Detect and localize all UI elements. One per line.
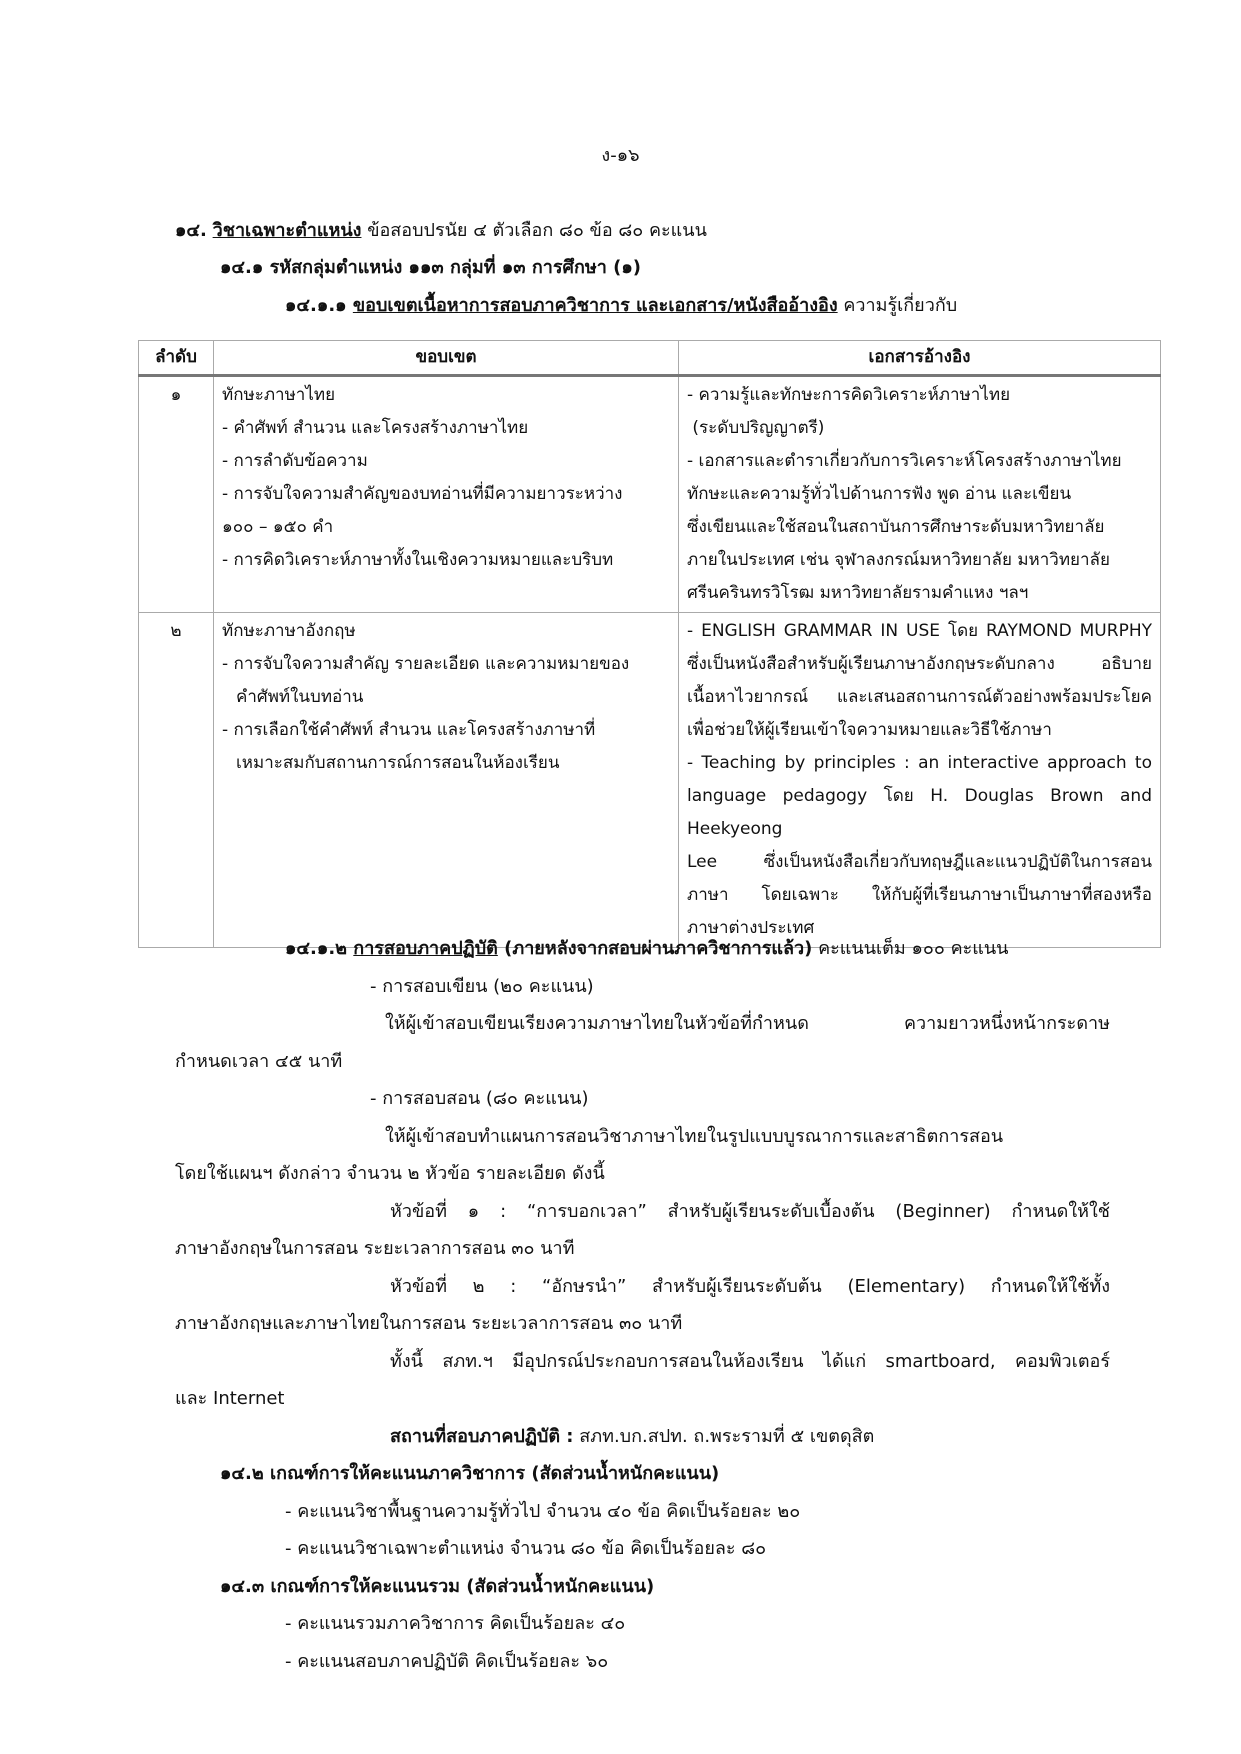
criteria-item: - คะแนนวิชาพื้นฐานความรู้ทั่วไป จำนวน ๔๐ ข้อ คิดเป็นร้อยละ ๒๐: [285, 1500, 801, 1522]
page-number: ง-๑๖: [601, 145, 640, 166]
scope-line: ทักษะภาษาไทย: [222, 385, 336, 405]
reference-line: language pedagogy โดย H. Douglas Brown and Heekyeong: [687, 786, 1152, 839]
teaching-exam-label: - การสอบสอน (๘๐ คะแนน): [370, 1088, 589, 1109]
scope-table: [138, 340, 1161, 948]
equipment-note-cont: และ Internet: [175, 1388, 285, 1409]
equipment-note: ทั้งนี้ สภท.ฯ มีอุปกรณ์ประกอบการสอนในห้องเรียน ได้แก่ smartboard, คอมพิวเตอร์: [390, 1350, 1110, 1372]
venue-label: สถานที่สอบภาคปฏิบัติ :: [390, 1425, 574, 1447]
table-row: [139, 376, 1161, 613]
criteria-item: - คะแนนรวมภาควิชาการ คิดเป็นร้อยละ ๔๐: [285, 1613, 626, 1634]
scope-line: ๑๐๐ – ๑๕๐ คำ: [222, 517, 334, 537]
topic-2-cont: ภาษาอังกฤษและภาษาไทยในการสอน ระยะเวลาการสอน ๓๐ นาที: [175, 1313, 683, 1334]
scope-line: - คำศัพท์ สำนวน และโครงสร้างภาษาไทย: [222, 418, 529, 438]
reference-line: ภาษา โดยเฉพาะ ให้กับผู้ที่เรียนภาษาเป็นภาษาที่สองหรือ: [687, 885, 1152, 905]
section-14-2-heading: ๑๔.๒ เกณฑ์การให้คะแนนภาควิชาการ (สัดส่วนน้ำหนักคะแนน): [220, 1463, 720, 1484]
header-references: เอกสารอ้างอิง: [679, 341, 1161, 376]
scope-line: ทักษะภาษาอังกฤษ: [222, 621, 356, 641]
criteria-item: - คะแนนสอบภาคปฏิบัติ คิดเป็นร้อยละ ๖๐: [285, 1650, 609, 1672]
scope-line: เหมาะสมกับสถานการณ์การสอนในห้องเรียน: [236, 753, 560, 773]
section-title: ขอบเขตเนื้อหาการสอบภาควิชาการ และเอกสาร/หนังสืออ้างอิง: [352, 295, 838, 316]
row-number: ๒: [139, 613, 214, 948]
section-number: ๑๔.: [175, 220, 207, 241]
references-cell: [679, 613, 1161, 948]
section-14-3-heading: ๑๔.๓ เกณฑ์การให้คะแนนรวม (สัดส่วนน้ำหนักคะแนน): [220, 1575, 655, 1597]
scope-line: - การเลือกใช้คำศัพท์ สำนวน และโครงสร้างภาษาที่: [222, 720, 596, 740]
scope-line: - การจับใจความสำคัญของบทอ่านที่มีความยาวระหว่าง: [222, 484, 623, 504]
scope-line: คำศัพท์ในบทอ่าน: [236, 687, 364, 707]
full-score: คะแนนเต็ม ๑๐๐ คะแนน: [812, 938, 1009, 959]
reference-line: - เอกสารและตำราเกี่ยวกับการวิเคราะห์โครงสร้างภาษาไทย: [687, 451, 1122, 471]
teaching-exam-desc-cont: โดยใช้แผนฯ ดังกล่าว จำนวน ๒ หัวข้อ รายละเอียด ดังนี้: [175, 1163, 605, 1184]
reference-line: ซึ่งเป็นหนังสือสำหรับผู้เรียนภาษาอังกฤษระดับกลาง อธิบาย: [687, 654, 1152, 674]
section-14-1-heading: ๑๔.๑ รหัสกลุ่มตำแหน่ง ๑๑๓ กลุ่มที่ ๑๓ การศึกษา (๑): [220, 257, 641, 278]
reference-line: ภาษาต่างประเทศ: [687, 918, 815, 938]
reference-line: เนื้อหาไวยากรณ์ และเสนอสถานการณ์ตัวอย่างพร้อมประโยค: [687, 687, 1152, 707]
topic-1: หัวข้อที่ ๑ : “การบอกเวลา” สำหรับผู้เรียนระดับเบื้องต้น (Beginner) กำหนดให้ใช้: [390, 1200, 1110, 1222]
table-header-row: [139, 341, 1161, 376]
exam-venue: [175, 1418, 1110, 1456]
topic-1-cont: ภาษาอังกฤษในการสอน ระยะเวลาการสอน ๓๐ นาที: [175, 1238, 575, 1259]
topic-2: หัวข้อที่ ๒ : “อักษรนำ” สำหรับผู้เรียนระดับต้น (Elementary) กำหนดให้ใช้ทั้ง: [390, 1275, 1110, 1297]
references-cell: [679, 376, 1161, 613]
section-14-1-1-heading: [285, 290, 957, 319]
practical-exam-section: [175, 930, 1110, 1680]
scope-line: - การลำดับข้อความ: [222, 451, 368, 471]
table-row: [139, 613, 1161, 948]
section-14-1-2-heading: [175, 930, 1110, 968]
row-number: ๑: [139, 376, 214, 613]
reference-line: ซึ่งเขียนและใช้สอนในสถาบันการศึกษาระดับมหาวิทยาลัย: [687, 517, 1105, 537]
scope-line: - การคิดวิเคราะห์ภาษาทั้งในเชิงความหมายและบริบท: [222, 550, 614, 570]
header-scope: ขอบเขต: [214, 341, 679, 376]
reference-line: ทักษะและความรู้ทั่วไปด้านการฟัง พูด อ่าน และเขียน: [687, 484, 1072, 504]
reference-line: (ระดับปริญญาตรี): [687, 418, 825, 438]
section-title: การสอบภาคปฏิบัติ: [353, 938, 498, 959]
reference-line: เพื่อช่วยให้ผู้เรียนเข้าใจความหมายและวิธีใช้ภาษา: [687, 720, 1052, 740]
reference-line: Lee ซึ่งเป็นหนังสือเกี่ยวกับทฤษฎีและแนวปฏิบัติในการสอน: [687, 852, 1152, 872]
header-order: ลำดับ: [139, 341, 214, 376]
section-note: (ภายหลังจากสอบผ่านภาควิชาการแล้ว): [497, 938, 813, 959]
reference-line: - Teaching by principles : an interactive approach to: [687, 753, 1152, 773]
criteria-item: - คะแนนวิชาเฉพาะตำแหน่ง จำนวน ๘๐ ข้อ คิดเป็นร้อยละ ๘๐: [285, 1538, 767, 1559]
teaching-exam-desc: ให้ผู้เข้าสอบทำแผนการสอนวิชาภาษาไทยในรูปแบบบูรณาการและสาธิตการสอน: [385, 1125, 1004, 1147]
section-desc: ข้อสอบปรนัย ๔ ตัวเลือก ๘๐ ข้อ ๘๐ คะแนน: [361, 220, 707, 241]
reference-line: - ความรู้และทักษะการคิดวิเคราะห์ภาษาไทย: [687, 385, 1011, 405]
section-title: วิชาเฉพาะตำแหน่ง: [212, 220, 362, 241]
section-number: ๑๔.๑.๑: [285, 295, 353, 316]
scope-cell: [214, 613, 679, 948]
writing-exam-label: - การสอบเขียน (๒๐ คะแนน): [370, 975, 594, 997]
writing-exam-desc: ให้ผู้เข้าสอบเขียนเรียงความภาษาไทยในหัวข้อที่กำหนด ความยาวหนึ่งหน้ากระดาษ: [385, 1013, 1110, 1034]
reference-line: ศรีนครินทรวิโรฒ มหาวิทยาลัยรามคำแหง ฯลฯ: [687, 583, 1029, 603]
section-number: ๑๔.๑.๒: [285, 938, 354, 959]
section-desc: ความรู้เกี่ยวกับ: [837, 295, 958, 316]
venue-value: สภท.บก.สปท. ถ.พระรามที่ ๕ เขตดุสิต: [573, 1425, 875, 1447]
writing-exam-desc-cont: กำหนดเวลา ๔๕ นาที: [175, 1050, 343, 1072]
reference-line: ภายในประเทศ เช่น จุฬาลงกรณ์มหาวิทยาลัย มหาวิทยาลัย: [687, 550, 1110, 570]
scope-line: - การจับใจความสำคัญ รายละเอียด และความหมายของ: [222, 654, 630, 674]
scope-cell: [214, 376, 679, 613]
reference-line: - ENGLISH GRAMMAR IN USE โดย RAYMOND MURPHY: [687, 621, 1152, 641]
section-14-heading: [175, 215, 707, 244]
